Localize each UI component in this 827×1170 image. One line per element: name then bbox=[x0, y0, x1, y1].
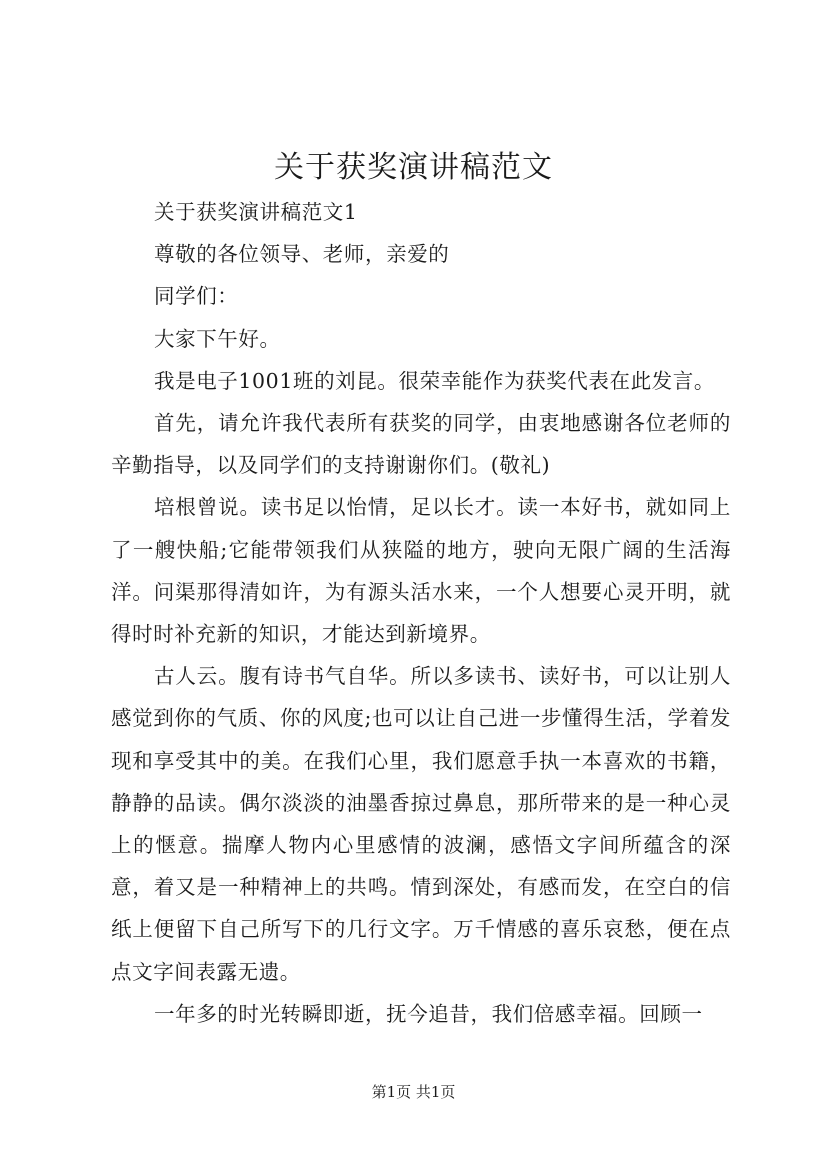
paragraph-greeting: 大家下午好。 bbox=[154, 326, 281, 351]
paragraph-subtitle: 关于获奖演讲稿范文1 bbox=[154, 200, 358, 224]
paragraph-bacon: 培根曾说。读书足以怡情，足以长才。读一本好书，就如同上了一艘快船;它能带领我们从狭隘的地方，驶向无限广阔的生活海洋。问渠那得清如许，为有源头活水来，一个人想要心灵开明，就得时时补充新的知识，才能达到新境界。 bbox=[111, 495, 731, 647]
paragraph-salutation-cont: 同学们： bbox=[154, 284, 239, 309]
document-body bbox=[111, 191, 731, 1035]
paragraph-intro: 我是电子1001班的刘昆。很荣幸能作为获奖代表在此发言。 bbox=[154, 368, 715, 393]
page-footer: 第1页 共1页 bbox=[371, 1083, 456, 1101]
paragraph-ancients: 古人云。腹有诗书气自华。所以多读书、读好书，可以让别人感觉到你的气质、你的风度;也可以让自己进一步懂得生活，学着发现和享受其中的美。在我们心里，我们愿意手执一本喜欢的书籍，静静的品读。偶尔淡淡的油墨香掠过鼻息，那所带来的是一种心灵上的惬意。揣摩人物内心里感情的波澜，感悟文字间所蕴含的深意，着又是一种精神上的共鸣。情到深处，有感而发，在空白的信纸上便留下自己所写下的几行文字。万千情感的喜乐哀愁，便在点点文字间表露无遗。 bbox=[111, 664, 731, 984]
paragraph-salutation: 尊敬的各位领导、老师，亲爱的 bbox=[154, 242, 450, 267]
paragraph-thanks: 首先，请允许我代表所有获奖的同学，由衷地感谢各位老师的辛勤指导，以及同学们的支持谢谢你们。(敬礼) bbox=[111, 411, 731, 478]
document-title: 关于获奖演讲稿范文 bbox=[274, 150, 553, 185]
paragraph-reflection: 一年多的时光转瞬即逝，抚今追昔，我们倍感幸福。回顾一 bbox=[154, 1001, 703, 1026]
